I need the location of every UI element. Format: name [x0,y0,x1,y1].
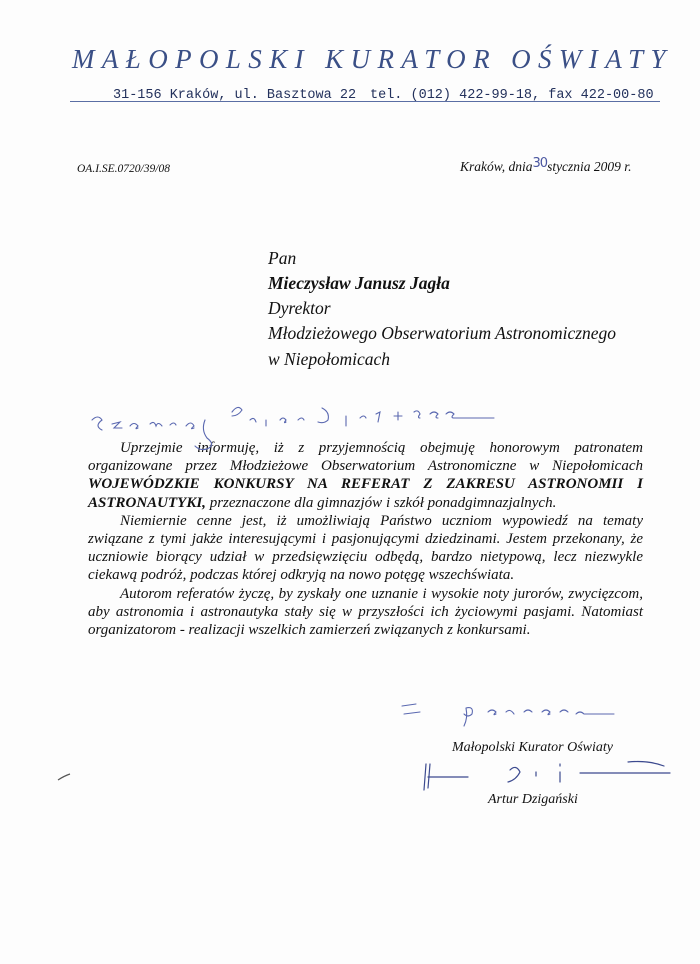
recipient-role: Dyrektor [268,298,331,318]
recipient-name: Mieczysław Janusz Jagła [268,273,450,293]
handwritten-closing [402,704,614,726]
letterhead-contact: tel. (012) 422-99-18, fax 422-00-80 [370,88,654,103]
recipient-salutation: Pan [268,248,297,268]
date-day-handwritten: 30 [532,156,548,171]
letterhead-title: MAŁOPOLSKI KURATOR OŚWIATY [72,44,673,74]
margin-mark [58,774,70,780]
body-paragraph-3: Autorom referatów życzę, by zyskały one uznanie i wysokie noty jurorów, zwycięzcom, aby astronomia i astronautyka stały się w przyszłości ich życiowymi pasjami. Natomiast organizatorom - realizacji wszelkich zamierzeń związanych z konkursami. [88,585,643,639]
body-paragraph-1: Uprzejmie informuję, iż z przyjemnością obejmuję honorowym patronatem organizowane przez Młodzieżowe Obserwatorium Astronomiczne w Niepołomicach WOJEWÓDZKIE KONKURSY NA REFERAT Z ZAKRESU ASTRONOMII I ASTRONAUTYKI, przeznaczone dla gimnazjów i szkół ponadgimnazjalnych. [88,440,643,511]
signature-title: Małopolski Kurator Oświaty [452,740,614,755]
letterhead-address: 31-156 Kraków, ul. Basztowa 22 [113,88,357,103]
handwritten-greeting [92,407,494,449]
reference-number: OA.I.SE.0720/39/08 [77,163,170,175]
handwritten-signature [424,762,670,791]
body-paragraph-2: Niemiernie cenne jest, iż umożliwiają Państwo uczniom wypowiedź na tematy związane z tymi jakże interesującymi i pasjonującymi dziedzinami. Jestem przekonany, że uczniowie biorący udział w przedsięwzięciu odbędą, bardzo nietypową, lecz niezwykle ciekawą podróż, podczas której odkryją na nowo potęgę wszechświata. [88,512,643,584]
recipient-institution-line2: w Niepołomicach [268,348,390,369]
date-suffix: stycznia 2009 r. [547,159,632,174]
recipient-institution-line1: Młodzieżowego Obserwatorium Astronomicznego [268,323,617,343]
signature-name: Artur Dzigański [488,792,578,807]
date-prefix: Kraków, dnia [460,159,533,174]
contest-title: WOJEWÓDZKIE KONKURSY NA REFERAT Z ZAKRESU ASTRONOMII I ASTRONAUTYKI, [88,476,643,511]
